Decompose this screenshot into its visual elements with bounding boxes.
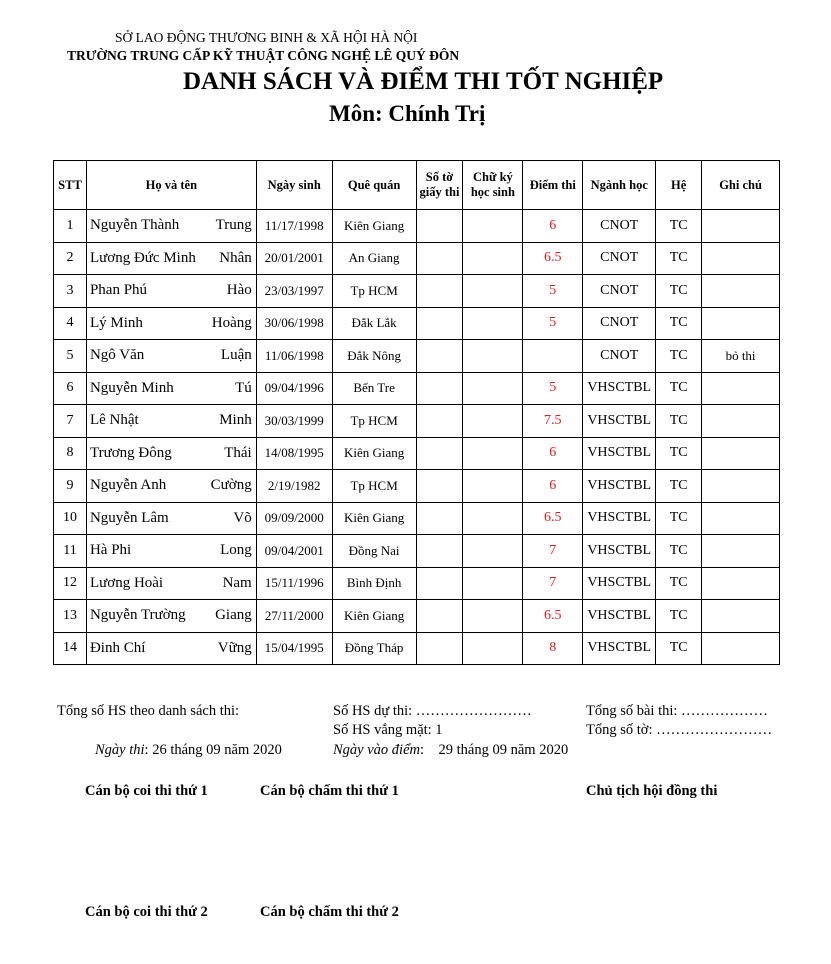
hometown: Tp HCM <box>332 470 416 503</box>
student-name <box>86 307 256 340</box>
proctor-1: Cán bộ coi thi thứ 1 <box>85 783 208 799</box>
major: VHSCTBL <box>583 535 656 568</box>
sheet-count <box>416 535 463 568</box>
column-header: STT <box>54 161 87 210</box>
student-name <box>86 567 256 600</box>
sheet-count <box>416 470 463 503</box>
family-name: Nguyễn Trường <box>89 607 186 624</box>
hometown: Đắk Nông <box>332 340 416 373</box>
signature <box>463 535 523 568</box>
major: CNOT <box>583 275 656 308</box>
row-number: 2 <box>54 242 87 275</box>
major: CNOT <box>583 242 656 275</box>
sheet-count <box>416 307 463 340</box>
table-row <box>54 632 780 665</box>
note <box>702 632 780 665</box>
birth-date: 11/17/1998 <box>256 210 332 243</box>
major: VHSCTBL <box>583 372 656 405</box>
given-name: Minh <box>219 412 252 429</box>
row-number: 6 <box>54 372 87 405</box>
family-name: Lý Minh <box>89 314 143 331</box>
birth-date: 15/11/1996 <box>256 567 332 600</box>
birth-date: 09/04/1996 <box>256 372 332 405</box>
score: 6 <box>523 470 583 503</box>
note <box>702 535 780 568</box>
row-number: 10 <box>54 502 87 535</box>
hometown: Tp HCM <box>332 405 416 438</box>
column-header: Họ và tên <box>86 161 256 210</box>
family-name: Lê Nhật <box>89 412 139 429</box>
total-students-label: Tổng số HS theo danh sách thi: <box>57 703 240 719</box>
student-name <box>86 242 256 275</box>
family-name: Nguyễn Anh <box>89 477 167 494</box>
given-name: Nam <box>222 574 252 591</box>
family-name: Nguyễn Minh <box>89 379 174 396</box>
row-number: 7 <box>54 405 87 438</box>
column-header: Chữ ký học sinh <box>463 161 523 210</box>
signature <box>463 275 523 308</box>
column-header: Ngày sinh <box>256 161 332 210</box>
family-name: Ngô Văn <box>89 347 145 364</box>
table-row <box>54 242 780 275</box>
major: VHSCTBL <box>583 632 656 665</box>
hometown: Tp HCM <box>332 275 416 308</box>
birth-date: 30/03/1999 <box>256 405 332 438</box>
program: TC <box>656 405 702 438</box>
program: TC <box>656 437 702 470</box>
table-row <box>54 405 780 438</box>
major: CNOT <box>583 210 656 243</box>
program: TC <box>656 502 702 535</box>
major: VHSCTBL <box>583 600 656 633</box>
row-number: 4 <box>54 307 87 340</box>
table-row <box>54 340 780 373</box>
row-number: 9 <box>54 470 87 503</box>
total-papers: Tổng số bài thi: ……………… <box>586 703 769 719</box>
major: CNOT <box>583 340 656 373</box>
note <box>702 567 780 600</box>
score: 6 <box>523 210 583 243</box>
table-row <box>54 535 780 568</box>
birth-date: 20/01/2001 <box>256 242 332 275</box>
hometown: An Giang <box>332 242 416 275</box>
signature <box>463 340 523 373</box>
sheet-count <box>416 372 463 405</box>
birth-date: 23/03/1997 <box>256 275 332 308</box>
proctor-2: Cán bộ coi thi thứ 2 <box>85 904 208 920</box>
program: TC <box>656 340 702 373</box>
score: 7 <box>523 535 583 568</box>
student-name <box>86 372 256 405</box>
birth-date: 15/04/1995 <box>256 632 332 665</box>
signature <box>463 210 523 243</box>
table-row <box>54 502 780 535</box>
hometown: Đắk Lắk <box>332 307 416 340</box>
birth-date: 09/09/2000 <box>256 502 332 535</box>
signature <box>463 632 523 665</box>
note <box>702 502 780 535</box>
table-row <box>54 567 780 600</box>
signature <box>463 567 523 600</box>
exam-date-label: Ngày thi <box>95 742 145 758</box>
exam-date: : 26 tháng 09 năm 2020 <box>144 742 282 758</box>
score: 5 <box>523 372 583 405</box>
score: 6.5 <box>523 600 583 633</box>
table-row <box>54 307 780 340</box>
column-header: Ghi chú <box>702 161 780 210</box>
major: VHSCTBL <box>583 470 656 503</box>
given-name: Cường <box>210 477 252 494</box>
major: VHSCTBL <box>583 567 656 600</box>
table-row <box>54 437 780 470</box>
signature <box>463 437 523 470</box>
note <box>702 600 780 633</box>
hometown: Đồng Nai <box>332 535 416 568</box>
family-name: Hà Phi <box>89 542 132 559</box>
note <box>702 242 780 275</box>
major: VHSCTBL <box>583 502 656 535</box>
sheet-count <box>416 437 463 470</box>
department-name: SỞ LAO ĐỘNG THƯƠNG BINH & XÃ HỘI HÀ NỘI <box>115 30 418 45</box>
given-name: Hào <box>226 282 252 299</box>
signature <box>463 405 523 438</box>
row-number: 3 <box>54 275 87 308</box>
signature <box>463 470 523 503</box>
sheet-count <box>416 632 463 665</box>
table-row <box>54 600 780 633</box>
hometown: Bình Định <box>332 567 416 600</box>
student-name <box>86 470 256 503</box>
column-header: Hệ <box>656 161 702 210</box>
student-name <box>86 632 256 665</box>
given-name: Luận <box>220 347 252 364</box>
row-number: 11 <box>54 535 87 568</box>
row-number: 1 <box>54 210 87 243</box>
given-name: Long <box>220 542 252 559</box>
birth-date: 09/04/2001 <box>256 535 332 568</box>
sheet-count <box>416 405 463 438</box>
birth-date: 30/06/1998 <box>256 307 332 340</box>
family-name: Phan Phú <box>89 282 148 299</box>
school-name: TRƯỜNG TRUNG CẤP KỸ THUẬT CÔNG NGHỆ LÊ QUÝ ĐÔN <box>67 48 460 63</box>
column-header: Ngành học <box>583 161 656 210</box>
signature <box>463 242 523 275</box>
program: TC <box>656 567 702 600</box>
sheet-count <box>416 242 463 275</box>
column-header: Số tờ giấy thi <box>416 161 463 210</box>
student-name <box>86 210 256 243</box>
note <box>702 405 780 438</box>
subject-title: Môn: Chính Trị <box>329 101 486 126</box>
score: 6.5 <box>523 502 583 535</box>
program: TC <box>656 275 702 308</box>
students-absent: Số HS vắng mặt: 1 <box>333 722 443 738</box>
family-name: Đinh Chí <box>89 639 146 656</box>
score: 7 <box>523 567 583 600</box>
council-chair: Chủ tịch hội đồng thi <box>586 783 718 799</box>
score: 6 <box>523 437 583 470</box>
given-name: Hoàng <box>211 314 252 331</box>
column-header: Quê quán <box>332 161 416 210</box>
birth-date: 2/19/1982 <box>256 470 332 503</box>
family-name: Nguyễn Lâm <box>89 509 169 526</box>
program: TC <box>656 242 702 275</box>
note <box>702 372 780 405</box>
row-number: 12 <box>54 567 87 600</box>
program: TC <box>656 210 702 243</box>
given-name: Nhân <box>219 249 252 266</box>
family-name: Nguyễn Thành <box>89 217 180 234</box>
note <box>702 437 780 470</box>
program: TC <box>656 372 702 405</box>
program: TC <box>656 307 702 340</box>
given-name: Vững <box>217 639 252 656</box>
score: 8 <box>523 632 583 665</box>
student-name <box>86 502 256 535</box>
signature <box>463 600 523 633</box>
hometown: Kiên Giang <box>332 437 416 470</box>
table-row <box>54 372 780 405</box>
major: CNOT <box>583 307 656 340</box>
score: 6.5 <box>523 242 583 275</box>
family-name: Lương Đức Minh <box>89 249 196 266</box>
row-number: 13 <box>54 600 87 633</box>
score: 7.5 <box>523 405 583 438</box>
given-name: Thái <box>224 444 252 461</box>
birth-date: 11/06/1998 <box>256 340 332 373</box>
hometown: Kiên Giang <box>332 210 416 243</box>
grader-1: Cán bộ chấm thi thứ 1 <box>260 783 399 799</box>
student-name <box>86 340 256 373</box>
note: bỏ thi <box>702 340 780 373</box>
entry-date-label: Ngày vào điểm <box>333 742 420 758</box>
signature <box>463 502 523 535</box>
given-name: Tú <box>235 379 252 396</box>
signature <box>463 307 523 340</box>
student-name <box>86 535 256 568</box>
program: TC <box>656 470 702 503</box>
score-table <box>53 160 780 665</box>
note <box>702 470 780 503</box>
program: TC <box>656 600 702 633</box>
note <box>702 307 780 340</box>
birth-date: 14/08/1995 <box>256 437 332 470</box>
table-row <box>54 210 780 243</box>
program: TC <box>656 535 702 568</box>
note <box>702 210 780 243</box>
score: 5 <box>523 307 583 340</box>
sheet-count <box>416 600 463 633</box>
hometown: Đồng Tháp <box>332 632 416 665</box>
row-number: 14 <box>54 632 87 665</box>
table-row <box>54 470 780 503</box>
given-name: Giang <box>215 607 252 624</box>
sheet-count <box>416 275 463 308</box>
hometown: Kiên Giang <box>332 502 416 535</box>
grader-2: Cán bộ chấm thi thứ 2 <box>260 904 399 920</box>
sheet-count <box>416 502 463 535</box>
major: VHSCTBL <box>583 405 656 438</box>
student-name <box>86 405 256 438</box>
family-name: Lương Hoài <box>89 574 164 591</box>
student-name <box>86 437 256 470</box>
birth-date: 27/11/2000 <box>256 600 332 633</box>
total-sheets: Tổng số tờ: …………………… <box>586 722 773 738</box>
page-title: DANH SÁCH VÀ ĐIỂM THI TỐT NGHIỆP <box>183 68 664 95</box>
major: VHSCTBL <box>583 437 656 470</box>
column-header: Điểm thi <box>523 161 583 210</box>
sheet-count <box>416 340 463 373</box>
program: TC <box>656 632 702 665</box>
student-name <box>86 275 256 308</box>
given-name: Võ <box>233 509 252 526</box>
sheet-count <box>416 567 463 600</box>
students-present: Số HS dự thi: …………………… <box>333 703 532 719</box>
row-number: 8 <box>54 437 87 470</box>
row-number: 5 <box>54 340 87 373</box>
table-row <box>54 275 780 308</box>
hometown: Kiên Giang <box>332 600 416 633</box>
signature <box>463 372 523 405</box>
score <box>523 340 583 373</box>
family-name: Trương Đông <box>89 444 172 461</box>
entry-date: : 29 tháng 09 năm 2020 <box>419 742 569 758</box>
note <box>702 275 780 308</box>
student-name <box>86 600 256 633</box>
score: 5 <box>523 275 583 308</box>
sheet-count <box>416 210 463 243</box>
given-name: Trung <box>215 217 252 234</box>
hometown: Bến Tre <box>332 372 416 405</box>
